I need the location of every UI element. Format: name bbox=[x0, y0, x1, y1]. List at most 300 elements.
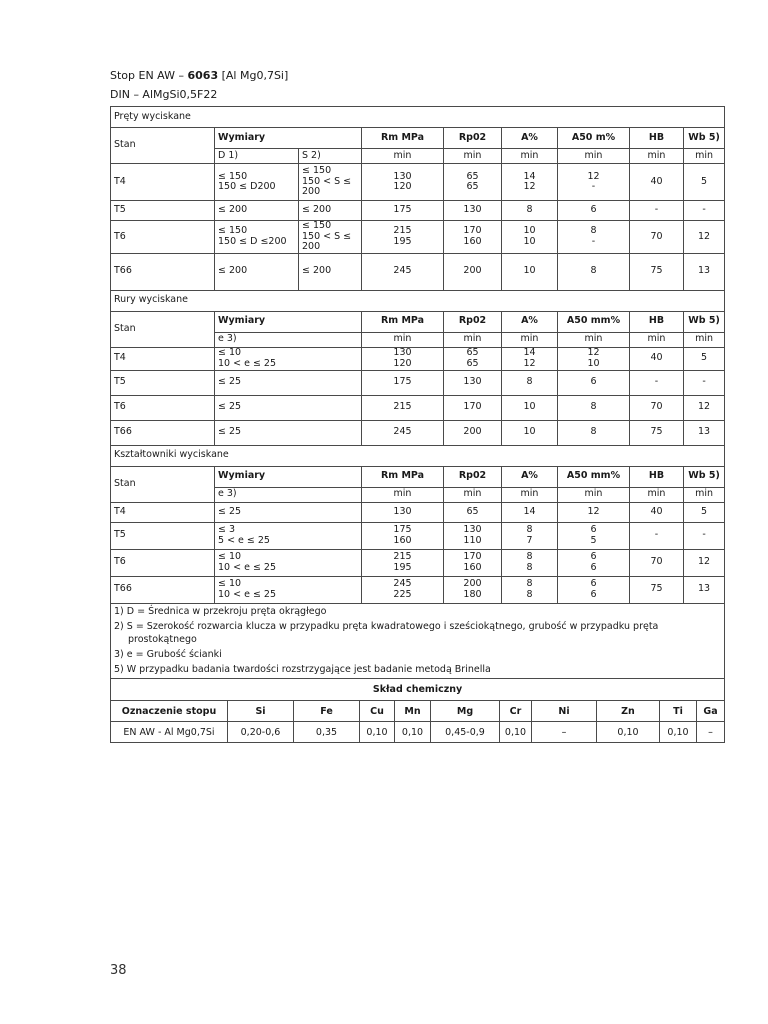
cell-line: 150 ≤ D200 bbox=[218, 181, 276, 192]
cell-line: ≤ 25 bbox=[218, 426, 242, 438]
cell-line: ≤ 150 bbox=[218, 225, 248, 237]
footnote-text: 2) S = Szerokość rozwarcia klucza w przypadku pręta kwadratowego i sześciokątnego, grubość w przypadku pręta bbox=[114, 620, 659, 632]
cell-line: 160 bbox=[463, 235, 482, 247]
chem-header: Mn bbox=[395, 701, 431, 722]
cell-line: 8 bbox=[590, 401, 597, 413]
footnote bbox=[114, 663, 721, 676]
cell-line: 8 bbox=[526, 588, 533, 600]
cell-line: 65 bbox=[466, 181, 479, 192]
cell-a bbox=[502, 201, 558, 221]
cell-line: 6 bbox=[590, 524, 597, 535]
cell-rm bbox=[362, 164, 444, 201]
cell-e bbox=[215, 420, 362, 445]
cell-a bbox=[502, 502, 558, 522]
cell-d bbox=[215, 164, 299, 201]
cell-line: ≤ 25 bbox=[218, 401, 242, 413]
footnote bbox=[114, 620, 721, 646]
cell-rp bbox=[444, 221, 502, 254]
cell-hb: 70 bbox=[630, 549, 684, 576]
cell-rp bbox=[444, 502, 502, 522]
header-rp02: Rp02 bbox=[444, 128, 502, 149]
footnote bbox=[114, 605, 721, 618]
mechanical-properties-table bbox=[110, 106, 725, 679]
cell-hb: 70 bbox=[630, 395, 684, 420]
header-hb: HB bbox=[630, 311, 684, 332]
cell-line: 150 < S ≤ bbox=[302, 230, 352, 242]
cell-line: ≤ 25 bbox=[218, 376, 242, 388]
chem-cell: 0,20-0,6 bbox=[228, 722, 294, 743]
header-min: min bbox=[630, 332, 684, 347]
cell-line: 180 bbox=[463, 588, 482, 600]
cell-line: ≤ 150 bbox=[218, 170, 248, 182]
cell-e bbox=[215, 522, 362, 549]
alloy-designation: Stop EN AW – 6063 [Al Mg0,7Si] bbox=[110, 69, 289, 82]
cell-line: ≤ 10 bbox=[218, 578, 242, 589]
cell-rm bbox=[362, 395, 444, 420]
cell-line: 160 bbox=[463, 561, 482, 573]
table-row bbox=[111, 290, 725, 311]
footnote bbox=[114, 648, 721, 661]
cell-line: 65 bbox=[466, 170, 479, 182]
cell-rp bbox=[444, 549, 502, 576]
header-min: min bbox=[502, 332, 558, 347]
cell-wb: 5 bbox=[684, 502, 725, 522]
cell-e bbox=[215, 370, 362, 395]
cell-line: 130 bbox=[393, 505, 412, 517]
table-row bbox=[111, 164, 725, 201]
chem-header: Cr bbox=[500, 701, 532, 722]
table-row bbox=[111, 466, 725, 487]
cell-line: 130 bbox=[393, 170, 412, 182]
cell-hb: - bbox=[630, 201, 684, 221]
cell-line: 6 bbox=[590, 588, 597, 600]
cell-line: 10 < e ≤ 25 bbox=[218, 561, 277, 573]
table-row bbox=[111, 722, 725, 743]
cell-line: 8 bbox=[526, 204, 533, 216]
header-min: min bbox=[444, 149, 502, 164]
cell-rp bbox=[444, 201, 502, 221]
header-min: min bbox=[502, 487, 558, 502]
cell-hb: - bbox=[630, 522, 684, 549]
notes-row bbox=[111, 603, 725, 678]
cell-line: 8 bbox=[590, 265, 597, 277]
cell-line: 65 bbox=[466, 347, 479, 358]
cell-line: 175 bbox=[393, 524, 412, 535]
header-e: e 3) bbox=[215, 487, 362, 502]
chem-header: Oznaczenie stopu bbox=[111, 701, 228, 722]
cell-a bbox=[502, 395, 558, 420]
cell-a50 bbox=[558, 347, 630, 370]
section-title: Rury wyciskane bbox=[111, 290, 725, 311]
header-e: e 3) bbox=[215, 332, 362, 347]
footnotes bbox=[111, 603, 725, 678]
cell-d bbox=[215, 221, 299, 254]
table-row bbox=[111, 107, 725, 128]
cell-line: 10 bbox=[523, 426, 536, 438]
header-rm: Rm MPa bbox=[362, 128, 444, 149]
cell-line: 215 bbox=[393, 551, 412, 562]
cell-line: 8 bbox=[526, 578, 533, 589]
cell-rm bbox=[362, 502, 444, 522]
header-a-percent: A% bbox=[502, 466, 558, 487]
header-min: min bbox=[444, 487, 502, 502]
cell-hb: 70 bbox=[630, 221, 684, 254]
cell-line: ≤ 10 bbox=[218, 551, 242, 562]
header-a50: A50 mm% bbox=[558, 466, 630, 487]
cell-rm bbox=[362, 420, 444, 445]
cell-line: 10 bbox=[587, 357, 600, 369]
cell-line: ≤ 200 bbox=[218, 265, 248, 277]
header-min: min bbox=[630, 149, 684, 164]
cell-wb: 5 bbox=[684, 347, 725, 370]
cell-line: 215 bbox=[393, 401, 412, 413]
cell-line: 12 bbox=[587, 347, 600, 358]
cell-a50 bbox=[558, 549, 630, 576]
cell-rm bbox=[362, 370, 444, 395]
cell-hb: 75 bbox=[630, 253, 684, 290]
header-s: S 2) bbox=[299, 149, 362, 164]
cell-d bbox=[215, 253, 299, 290]
cell-s bbox=[299, 221, 362, 254]
cell-a50 bbox=[558, 370, 630, 395]
cell-a bbox=[502, 549, 558, 576]
cell-wb: 13 bbox=[684, 253, 725, 290]
header-min: min bbox=[502, 149, 558, 164]
header-wymiary: Wymiary bbox=[215, 128, 362, 149]
cell-line: 14 bbox=[523, 505, 536, 517]
cell-line: 245 bbox=[393, 578, 412, 589]
cell-a50 bbox=[558, 253, 630, 290]
cell-rm bbox=[362, 522, 444, 549]
cell-stan: T4 bbox=[111, 347, 215, 370]
cell-d bbox=[215, 201, 299, 221]
header-min: min bbox=[684, 149, 725, 164]
cell-hb: 40 bbox=[630, 164, 684, 201]
cell-line: 5 < e ≤ 25 bbox=[218, 534, 270, 546]
cell-a50 bbox=[558, 164, 630, 201]
cell-line: 14 bbox=[523, 170, 536, 182]
header-min: min bbox=[684, 332, 725, 347]
header-wb: Wb 5) bbox=[684, 466, 725, 487]
header-min: min bbox=[558, 487, 630, 502]
table-row bbox=[111, 679, 725, 701]
cell-line: 245 bbox=[393, 426, 412, 438]
chem-cell: 0,10 bbox=[660, 722, 697, 743]
cell-line: 225 bbox=[393, 588, 412, 600]
din-designation: DIN – AlMgSi0,5F22 bbox=[110, 88, 218, 101]
header-rp02: Rp02 bbox=[444, 466, 502, 487]
cell-s bbox=[299, 253, 362, 290]
cell-line: 120 bbox=[393, 357, 412, 369]
page-number: 38 bbox=[110, 963, 127, 978]
cell-line: 200 bbox=[463, 265, 482, 277]
cell-stan: T66 bbox=[111, 576, 215, 603]
table-row bbox=[111, 701, 725, 722]
cell-line: 6 bbox=[590, 551, 597, 562]
cell-rm bbox=[362, 576, 444, 603]
cell-line: 200 bbox=[463, 578, 482, 589]
cell-hb: 75 bbox=[630, 576, 684, 603]
cell-e bbox=[215, 395, 362, 420]
table-row bbox=[111, 201, 725, 221]
cell-line: 7 bbox=[526, 534, 533, 546]
cell-rm bbox=[362, 253, 444, 290]
cell-a50 bbox=[558, 395, 630, 420]
cell-rp bbox=[444, 164, 502, 201]
footnote-text: 5) W przypadku badania twardości rozstrzygające jest badanie metodą Brinella bbox=[114, 663, 491, 675]
cell-line: 215 bbox=[393, 225, 412, 237]
cell-line: 160 bbox=[393, 534, 412, 546]
cell-a50 bbox=[558, 502, 630, 522]
cell-rp bbox=[444, 395, 502, 420]
cell-s bbox=[299, 201, 362, 221]
chem-cell: 0,35 bbox=[294, 722, 360, 743]
chem-cell: 0,10 bbox=[395, 722, 431, 743]
header-a50: A50 mm% bbox=[558, 311, 630, 332]
cell-stan: T5 bbox=[111, 370, 215, 395]
cell-a bbox=[502, 164, 558, 201]
header-wb: Wb 5) bbox=[684, 128, 725, 149]
header-rp02: Rp02 bbox=[444, 311, 502, 332]
cell-line: 10 bbox=[523, 265, 536, 277]
cell-hb: 75 bbox=[630, 420, 684, 445]
cell-line: 200 bbox=[302, 186, 321, 198]
cell-line: 8 bbox=[526, 561, 533, 573]
chem-cell: 0,10 bbox=[360, 722, 395, 743]
cell-line: 5 bbox=[590, 534, 597, 546]
chem-cell: 0,45-0,9 bbox=[431, 722, 500, 743]
cell-line: ≤ 150 bbox=[302, 220, 332, 231]
header-rm: Rm MPa bbox=[362, 466, 444, 487]
cell-s bbox=[299, 164, 362, 201]
cell-wb: - bbox=[684, 522, 725, 549]
header-min: min bbox=[630, 487, 684, 502]
cell-line: 10 < e ≤ 25 bbox=[218, 357, 277, 369]
table-row bbox=[111, 253, 725, 290]
cell-rp bbox=[444, 420, 502, 445]
cell-a bbox=[502, 576, 558, 603]
cell-stan: T6 bbox=[111, 395, 215, 420]
header-hb: HB bbox=[630, 466, 684, 487]
cell-stan: T5 bbox=[111, 201, 215, 221]
table-row bbox=[111, 445, 725, 466]
document-title bbox=[110, 66, 288, 104]
cell-line: 65 bbox=[466, 357, 479, 369]
header-wymiary: Wymiary bbox=[215, 466, 362, 487]
table-row bbox=[111, 576, 725, 603]
cell-rm bbox=[362, 221, 444, 254]
cell-line: ≤ 150 bbox=[302, 165, 332, 177]
cell-line: 200 bbox=[302, 241, 321, 252]
cell-line: ≤ 10 bbox=[218, 347, 242, 358]
cell-rm bbox=[362, 201, 444, 221]
section-title: Pręty wyciskane bbox=[111, 107, 725, 128]
cell-line: 8 bbox=[526, 376, 533, 388]
table-row bbox=[111, 311, 725, 332]
cell-line: 150 < S ≤ bbox=[302, 175, 352, 187]
cell-line: 12 bbox=[587, 505, 600, 517]
chem-header: Ti bbox=[660, 701, 697, 722]
table-row bbox=[111, 347, 725, 370]
cell-line: 120 bbox=[393, 181, 412, 192]
cell-hb: 40 bbox=[630, 502, 684, 522]
header-wb: Wb 5) bbox=[684, 311, 725, 332]
cell-rm bbox=[362, 549, 444, 576]
cell-line: 8 bbox=[526, 551, 533, 562]
cell-line: 10 bbox=[523, 235, 536, 247]
cell-a bbox=[502, 370, 558, 395]
cell-line: ≤ 200 bbox=[218, 204, 248, 216]
cell-line: 65 bbox=[466, 505, 479, 517]
cell-line: 245 bbox=[393, 265, 412, 277]
header-min: min bbox=[362, 332, 444, 347]
cell-wb: - bbox=[684, 201, 725, 221]
table-row bbox=[111, 420, 725, 445]
cell-line: 10 bbox=[523, 401, 536, 413]
header-min: min bbox=[444, 332, 502, 347]
cell-line: 170 bbox=[463, 225, 482, 237]
cell-line: 175 bbox=[393, 204, 412, 216]
header-rm: Rm MPa bbox=[362, 311, 444, 332]
cell-line: - bbox=[591, 181, 596, 192]
cell-rp bbox=[444, 576, 502, 603]
cell-line: 195 bbox=[393, 235, 412, 247]
chemical-composition-table bbox=[110, 678, 725, 743]
cell-a bbox=[502, 522, 558, 549]
cell-rp bbox=[444, 347, 502, 370]
table-row bbox=[111, 221, 725, 254]
cell-stan: T4 bbox=[111, 164, 215, 201]
footnote-text: 1) D = Średnica w przekroju pręta okrągłego bbox=[114, 605, 327, 617]
cell-stan: T4 bbox=[111, 502, 215, 522]
table-row bbox=[111, 522, 725, 549]
cell-line: 6 bbox=[590, 578, 597, 589]
chem-header: Cu bbox=[360, 701, 395, 722]
cell-line: 200 bbox=[463, 426, 482, 438]
cell-wb: 12 bbox=[684, 549, 725, 576]
chem-header: Ga bbox=[697, 701, 725, 722]
cell-line: 150 ≤ D ≤200 bbox=[218, 235, 287, 247]
cell-line: ≤ 200 bbox=[302, 204, 332, 216]
cell-wb: 13 bbox=[684, 576, 725, 603]
cell-line: 12 bbox=[523, 181, 536, 192]
header-stan: Stan bbox=[111, 311, 215, 347]
chem-cell: 0,10 bbox=[597, 722, 660, 743]
header-stan: Stan bbox=[111, 128, 215, 164]
chem-header: Mg bbox=[431, 701, 500, 722]
cell-line: 130 bbox=[463, 524, 482, 535]
cell-a50 bbox=[558, 420, 630, 445]
chem-title: Skład chemiczny bbox=[111, 679, 725, 701]
cell-line: 170 bbox=[463, 401, 482, 413]
cell-line: 14 bbox=[523, 347, 536, 358]
cell-a50 bbox=[558, 201, 630, 221]
cell-a50 bbox=[558, 221, 630, 254]
chem-header: Si bbox=[228, 701, 294, 722]
header-stan: Stan bbox=[111, 466, 215, 502]
cell-line: 8 bbox=[526, 524, 533, 535]
cell-a bbox=[502, 420, 558, 445]
header-min: min bbox=[362, 487, 444, 502]
cell-wb: 5 bbox=[684, 164, 725, 201]
cell-stan: T6 bbox=[111, 549, 215, 576]
cell-wb: 13 bbox=[684, 420, 725, 445]
cell-line: 130 bbox=[463, 376, 482, 388]
header-a-percent: A% bbox=[502, 128, 558, 149]
cell-a50 bbox=[558, 576, 630, 603]
cell-line: 130 bbox=[463, 204, 482, 216]
header-wymiary: Wymiary bbox=[215, 311, 362, 332]
header-min: min bbox=[558, 332, 630, 347]
cell-line: 10 bbox=[523, 225, 536, 237]
cell-hb: 40 bbox=[630, 347, 684, 370]
footnote-continuation: prostokątnego bbox=[128, 633, 197, 645]
cell-a bbox=[502, 221, 558, 254]
table-row bbox=[111, 370, 725, 395]
cell-rp bbox=[444, 253, 502, 290]
header-a50: A50 m% bbox=[558, 128, 630, 149]
chem-header: Fe bbox=[294, 701, 360, 722]
cell-e bbox=[215, 549, 362, 576]
cell-line: 110 bbox=[463, 534, 482, 546]
header-min: min bbox=[558, 149, 630, 164]
chem-header: Zn bbox=[597, 701, 660, 722]
cell-line: 195 bbox=[393, 561, 412, 573]
cell-rm bbox=[362, 347, 444, 370]
cell-line: 12 bbox=[587, 170, 600, 182]
cell-hb: - bbox=[630, 370, 684, 395]
table-row bbox=[111, 549, 725, 576]
header-d: D 1) bbox=[215, 149, 299, 164]
cell-line: 6 bbox=[590, 204, 597, 216]
chem-cell: EN AW - Al Mg0,7Si bbox=[111, 722, 228, 743]
header-min: min bbox=[684, 487, 725, 502]
header-a-percent: A% bbox=[502, 311, 558, 332]
cell-a bbox=[502, 253, 558, 290]
table-row bbox=[111, 128, 725, 149]
cell-stan: T6 bbox=[111, 221, 215, 254]
cell-line: ≤ 200 bbox=[302, 265, 332, 277]
header-hb: HB bbox=[630, 128, 684, 149]
footnote-text: 3) e = Grubość ścianki bbox=[114, 648, 222, 660]
cell-line: 8 bbox=[590, 225, 597, 237]
chem-cell: – bbox=[532, 722, 597, 743]
cell-line: 12 bbox=[523, 357, 536, 369]
cell-line: 175 bbox=[393, 376, 412, 388]
cell-e bbox=[215, 347, 362, 370]
section-title: Kształtowniki wyciskane bbox=[111, 445, 725, 466]
chem-cell: 0,10 bbox=[500, 722, 532, 743]
cell-rp bbox=[444, 370, 502, 395]
cell-wb: - bbox=[684, 370, 725, 395]
cell-line: - bbox=[591, 235, 596, 247]
cell-line: ≤ 25 bbox=[218, 505, 242, 517]
cell-line: ≤ 3 bbox=[218, 524, 236, 535]
cell-rp bbox=[444, 522, 502, 549]
cell-wb: 12 bbox=[684, 221, 725, 254]
cell-line: 6 bbox=[590, 376, 597, 388]
chem-cell: – bbox=[697, 722, 725, 743]
cell-e bbox=[215, 502, 362, 522]
cell-line: 170 bbox=[463, 551, 482, 562]
header-min: min bbox=[362, 149, 444, 164]
cell-e bbox=[215, 576, 362, 603]
table-row bbox=[111, 395, 725, 420]
cell-wb: 12 bbox=[684, 395, 725, 420]
cell-stan: T66 bbox=[111, 420, 215, 445]
chem-header: Ni bbox=[532, 701, 597, 722]
cell-line: 8 bbox=[590, 426, 597, 438]
